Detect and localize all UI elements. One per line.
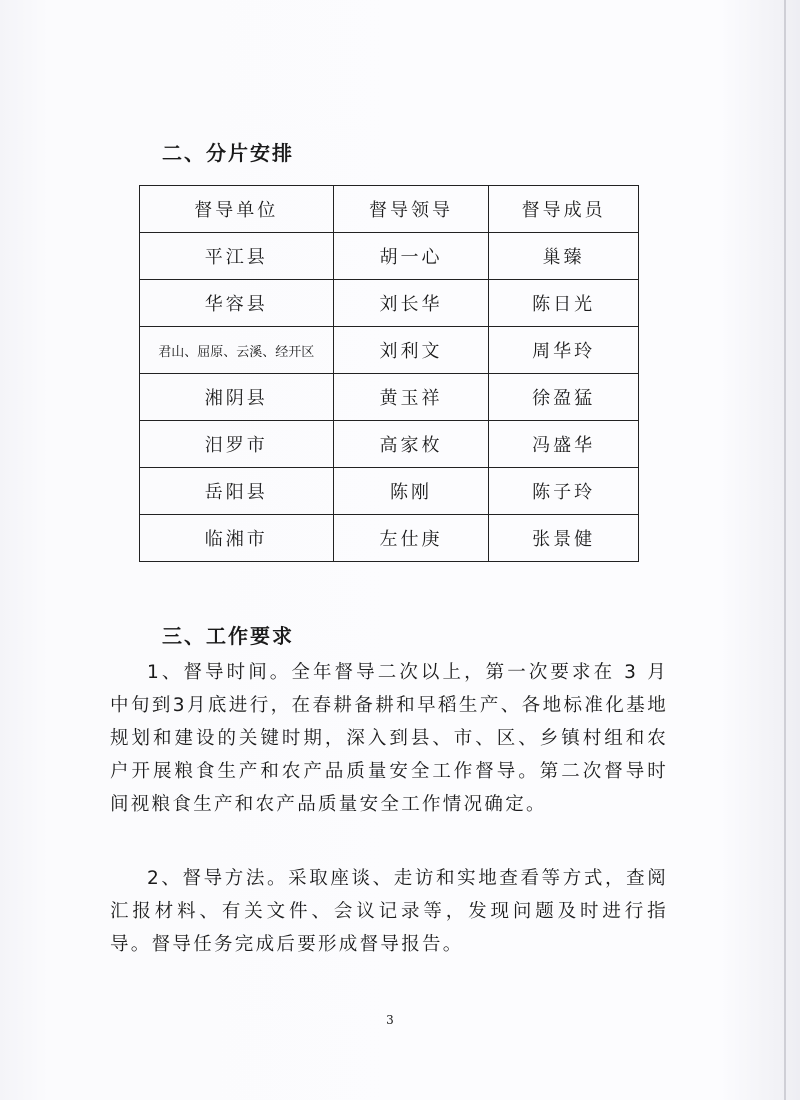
- table-row: [140, 280, 639, 327]
- cell-leader: 高家枚: [333, 421, 489, 468]
- page-edge: [784, 0, 786, 1100]
- table-header-row: [140, 186, 639, 233]
- paragraph-supervision-time: 1、督导时间。全年督导二次以上，第一次要求在 3 月中旬到3月底进行，在春耕备耕和早稻生产、各地标准化基地规划和建设的关键时期，深入到县、市、区、乡镇村组和农户开展粮食生产和农产品质量安全工作督导。第二次督导时间视粮食生产和农产品质量安全工作情况确定。: [110, 662, 668, 815]
- section-title-requirements: 三、工作要求: [162, 624, 294, 648]
- header-unit: 督导单位: [140, 186, 334, 233]
- section-title-assignment: 二、分片安排: [162, 141, 294, 165]
- cell-unit: 湘阴县: [140, 374, 334, 421]
- cell-unit: 汨罗市: [140, 421, 334, 468]
- cell-leader: 刘利文: [333, 327, 489, 374]
- header-members: 督导成员: [489, 186, 639, 233]
- cell-member: 冯盛华: [489, 421, 639, 468]
- cell-unit: 平江县: [140, 233, 334, 280]
- cell-leader: 刘长华: [333, 280, 489, 327]
- cell-leader: 黄玉祥: [333, 374, 489, 421]
- cell-member: 徐盈猛: [489, 374, 639, 421]
- cell-member: 周华玲: [489, 327, 639, 374]
- cell-leader: 陈刚: [333, 468, 489, 515]
- cell-unit: 华容县: [140, 280, 334, 327]
- table-row: [140, 468, 639, 515]
- cell-leader: 左仕庚: [333, 515, 489, 562]
- table-row: [140, 233, 639, 280]
- cell-leader: 胡一心: [333, 233, 489, 280]
- cell-member: 陈日光: [489, 280, 639, 327]
- table-row: [140, 515, 639, 562]
- table-row: [140, 327, 639, 374]
- table-row: [140, 374, 639, 421]
- cell-member: 陈子玲: [489, 468, 639, 515]
- cell-unit: 君山、屈原、云溪、经开区: [140, 327, 334, 374]
- header-leader: 督导领导: [333, 186, 489, 233]
- cell-unit: 岳阳县: [140, 468, 334, 515]
- page-number: 3: [386, 1013, 394, 1027]
- paragraph-supervision-method: 2、督导方法。采取座谈、走访和实地查看等方式，查阅汇报材料、有关文件、会议记录等，发现问题及时进行指导。督导任务完成后要形成督导报告。: [110, 868, 668, 955]
- cell-member: 巢臻: [489, 233, 639, 280]
- cell-member: 张景健: [489, 515, 639, 562]
- table-row: [140, 421, 639, 468]
- assignment-table: [139, 185, 639, 562]
- cell-unit: 临湘市: [140, 515, 334, 562]
